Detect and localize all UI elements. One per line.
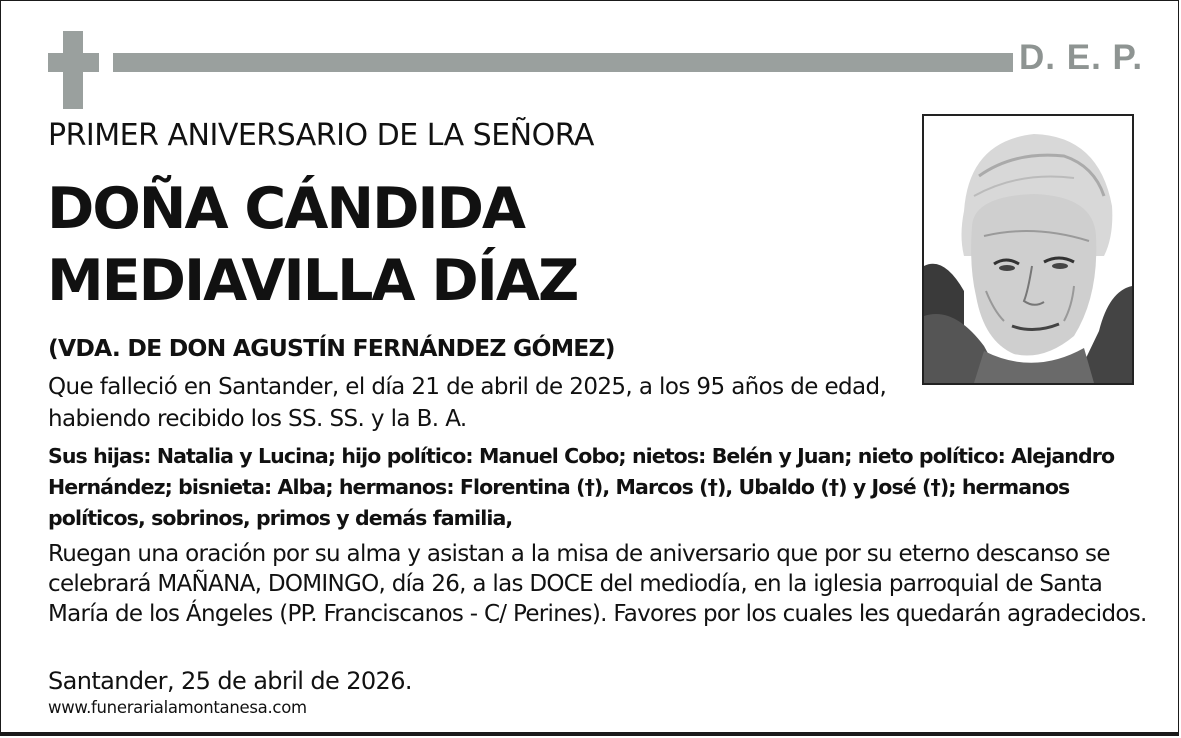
death-details: Que falleció en Santander, el día 21 de abril de 2025, a los 95 años de edad, habiendo recibido los SS. SS. y la B. A.	[48, 374, 887, 432]
portrait-photo	[922, 114, 1134, 385]
family-list: Sus hijas: Natalia y Lucina; hijo político: Manuel Cobo; nietos: Belén y Juan; nieto político: Alejandro Hernández; bisnieta: Alba; hermanos: Florentina (†), Marcos (†), Ubaldo (†) y José (†); hermanos políticos, sobrinos, primos y demás familia,	[48, 444, 1115, 530]
deceased-name	[47, 173, 577, 317]
mass-announcement: Ruegan una oración por su alma y asistan a la misa de aniversario que por su eterno descanso se celebrará MAÑANA, DOMINGO, día 26, a las DOCE del mediodía, en la iglesia parroquial de Santa María de los Ángeles (PP. Franciscanos - C/ Perines). Favores por los cuales les quedarán agradecidos.	[48, 541, 1147, 627]
header-rule	[113, 53, 1013, 72]
website-url: www.funerarialamontanesa.com	[48, 698, 307, 717]
portrait-drawing	[924, 116, 1132, 383]
anniversary-line: PRIMER ANIVERSARIO DE LA SEÑORA	[48, 118, 594, 153]
name-line-2: MEDIAVILLA DÍAZ	[47, 248, 578, 314]
widow-line: (VDA. DE DON AGUSTÍN FERNÁNDEZ GÓMEZ)	[48, 334, 615, 362]
cross-horizontal-bar	[48, 53, 99, 72]
name-line-1: DOÑA CÁNDIDA	[47, 176, 525, 242]
dep-label: D. E. P.	[1019, 38, 1144, 77]
place-date: Santander, 25 de abril de 2026.	[48, 667, 412, 695]
